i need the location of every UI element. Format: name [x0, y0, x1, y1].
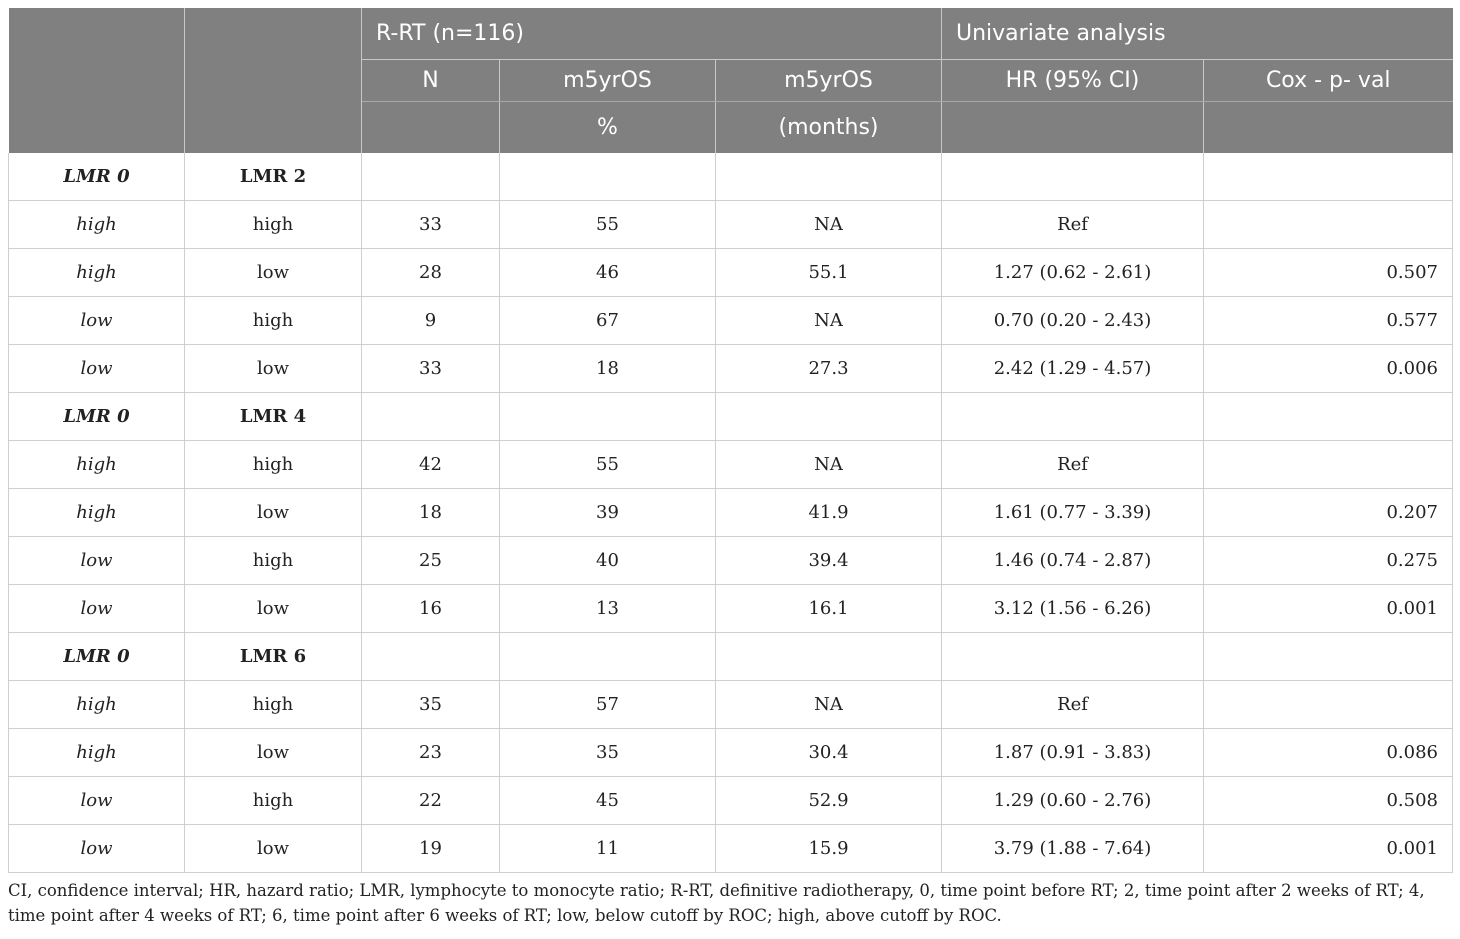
section-label-b: LMR 4 [185, 393, 362, 441]
cell-p-value [1204, 441, 1453, 489]
cell-p-value: 0.001 [1204, 825, 1453, 873]
header-group-rrt: R-RT (n=116) [362, 8, 942, 60]
cell-lmr-a: low [9, 297, 185, 345]
table-body [9, 153, 1453, 873]
empty-cell [716, 153, 942, 201]
cell-lmr-a: low [9, 345, 185, 393]
cell-lmr-a: high [9, 681, 185, 729]
cell-hr: Ref [942, 201, 1204, 249]
header-hr: HR (95% CI) [942, 60, 1204, 102]
table-footnote: CI, confidence interval; HR, hazard ratio; LMR, lymphocyte to monocyte ratio; R-RT, definitive radiotherapy, 0, time point before RT; 2, time point after 2 weeks of RT; 4, time point after 4 weeks of RT; 6, time point after 6 weeks of RT; low, below cutoff by ROC; high, above cutoff by ROC. [8, 881, 1425, 925]
empty-cell [500, 393, 716, 441]
cell-lmr-a: high [9, 441, 185, 489]
section-label-b: LMR 6 [185, 633, 362, 681]
cell-lmr-b: low [185, 585, 362, 633]
cell-hr: 1.61 (0.77 - 3.39) [942, 489, 1204, 537]
survival-table [8, 8, 1453, 873]
cell-hr: 2.42 (1.29 - 4.57) [942, 345, 1204, 393]
cell-hr: 0.70 (0.20 - 2.43) [942, 297, 1204, 345]
header-p-sub [1204, 102, 1453, 154]
cell-n: 23 [362, 729, 500, 777]
cell-p-value: 0.207 [1204, 489, 1453, 537]
header-os-pct-unit: % [500, 102, 716, 154]
empty-cell [942, 153, 1204, 201]
cell-os-months: NA [716, 201, 942, 249]
cell-lmr-a: low [9, 777, 185, 825]
cell-n: 22 [362, 777, 500, 825]
table-row [9, 729, 1453, 777]
header-os-months: m5yrOS [716, 60, 942, 102]
cell-os-pct: 55 [500, 441, 716, 489]
cell-p-value: 0.577 [1204, 297, 1453, 345]
cell-lmr-a: high [9, 729, 185, 777]
cell-os-pct: 57 [500, 681, 716, 729]
empty-cell [500, 153, 716, 201]
cell-p-value: 0.507 [1204, 249, 1453, 297]
empty-cell [942, 393, 1204, 441]
cell-os-pct: 35 [500, 729, 716, 777]
table-row [9, 345, 1453, 393]
cell-hr: 3.12 (1.56 - 6.26) [942, 585, 1204, 633]
table-row [9, 489, 1453, 537]
cell-hr: 1.87 (0.91 - 3.83) [942, 729, 1204, 777]
cell-n: 16 [362, 585, 500, 633]
section-header-row [9, 153, 1453, 201]
empty-cell [1204, 633, 1453, 681]
empty-cell [1204, 393, 1453, 441]
cell-os-pct: 39 [500, 489, 716, 537]
cell-hr: 1.46 (0.74 - 2.87) [942, 537, 1204, 585]
cell-os-pct: 11 [500, 825, 716, 873]
cell-os-months: 30.4 [716, 729, 942, 777]
table-row [9, 441, 1453, 489]
cell-os-months: 52.9 [716, 777, 942, 825]
cell-hr: Ref [942, 441, 1204, 489]
cell-lmr-a: low [9, 585, 185, 633]
cell-p-value: 0.086 [1204, 729, 1453, 777]
section-label-b: LMR 2 [185, 153, 362, 201]
cell-os-pct: 45 [500, 777, 716, 825]
cell-os-pct: 40 [500, 537, 716, 585]
cell-hr: 3.79 (1.88 - 7.64) [942, 825, 1204, 873]
table-row [9, 249, 1453, 297]
cell-lmr-b: low [185, 345, 362, 393]
cell-lmr-b: low [185, 489, 362, 537]
cell-n: 19 [362, 825, 500, 873]
section-header-row [9, 633, 1453, 681]
cell-n: 9 [362, 297, 500, 345]
empty-cell [500, 633, 716, 681]
table-row [9, 825, 1453, 873]
header-blank-1 [9, 8, 185, 153]
cell-os-months: 39.4 [716, 537, 942, 585]
section-label-a: LMR 0 [9, 393, 185, 441]
empty-cell [716, 393, 942, 441]
cell-os-months: 27.3 [716, 345, 942, 393]
cell-os-months: NA [716, 441, 942, 489]
header-os-pct: m5yrOS [500, 60, 716, 102]
cell-p-value: 0.275 [1204, 537, 1453, 585]
cell-os-months: 15.9 [716, 825, 942, 873]
header-hr-sub [942, 102, 1204, 154]
cell-n: 35 [362, 681, 500, 729]
cell-os-pct: 46 [500, 249, 716, 297]
empty-cell [1204, 153, 1453, 201]
header-p: Cox - p- val [1204, 60, 1453, 102]
cell-os-pct: 55 [500, 201, 716, 249]
cell-n: 25 [362, 537, 500, 585]
cell-p-value [1204, 201, 1453, 249]
header-os-months-unit: (months) [716, 102, 942, 154]
cell-lmr-a: low [9, 537, 185, 585]
empty-cell [362, 633, 500, 681]
section-label-a: LMR 0 [9, 633, 185, 681]
cell-lmr-b: high [185, 681, 362, 729]
table-row [9, 585, 1453, 633]
empty-cell [362, 393, 500, 441]
table-row [9, 777, 1453, 825]
section-label-a: LMR 0 [9, 153, 185, 201]
table-header [9, 8, 1453, 153]
cell-os-months: NA [716, 681, 942, 729]
empty-cell [362, 153, 500, 201]
cell-os-pct: 13 [500, 585, 716, 633]
cell-os-months: 41.9 [716, 489, 942, 537]
table-row [9, 201, 1453, 249]
cell-lmr-b: high [185, 297, 362, 345]
cell-n: 18 [362, 489, 500, 537]
cell-lmr-b: high [185, 201, 362, 249]
cell-p-value [1204, 681, 1453, 729]
header-blank-2 [185, 8, 362, 153]
cell-lmr-b: low [185, 825, 362, 873]
empty-cell [716, 633, 942, 681]
cell-os-months: 16.1 [716, 585, 942, 633]
cell-hr: 1.27 (0.62 - 2.61) [942, 249, 1204, 297]
cell-lmr-b: high [185, 777, 362, 825]
cell-lmr-b: high [185, 441, 362, 489]
table-row [9, 537, 1453, 585]
table-container [8, 8, 1452, 928]
cell-p-value: 0.006 [1204, 345, 1453, 393]
cell-n: 33 [362, 201, 500, 249]
header-group-univariate: Univariate analysis [942, 8, 1453, 60]
cell-lmr-a: high [9, 489, 185, 537]
cell-lmr-b: high [185, 537, 362, 585]
empty-cell [942, 633, 1204, 681]
table-row [9, 297, 1453, 345]
header-n-sub [362, 102, 500, 154]
cell-lmr-a: high [9, 201, 185, 249]
cell-hr: 1.29 (0.60 - 2.76) [942, 777, 1204, 825]
cell-os-pct: 67 [500, 297, 716, 345]
header-n: N [362, 60, 500, 102]
cell-p-value: 0.001 [1204, 585, 1453, 633]
cell-n: 33 [362, 345, 500, 393]
section-header-row [9, 393, 1453, 441]
cell-os-pct: 18 [500, 345, 716, 393]
cell-lmr-b: low [185, 249, 362, 297]
cell-os-months: NA [716, 297, 942, 345]
cell-n: 28 [362, 249, 500, 297]
cell-lmr-a: low [9, 825, 185, 873]
cell-hr: Ref [942, 681, 1204, 729]
table-row [9, 681, 1453, 729]
cell-n: 42 [362, 441, 500, 489]
cell-lmr-a: high [9, 249, 185, 297]
cell-os-months: 55.1 [716, 249, 942, 297]
cell-lmr-b: low [185, 729, 362, 777]
cell-p-value: 0.508 [1204, 777, 1453, 825]
